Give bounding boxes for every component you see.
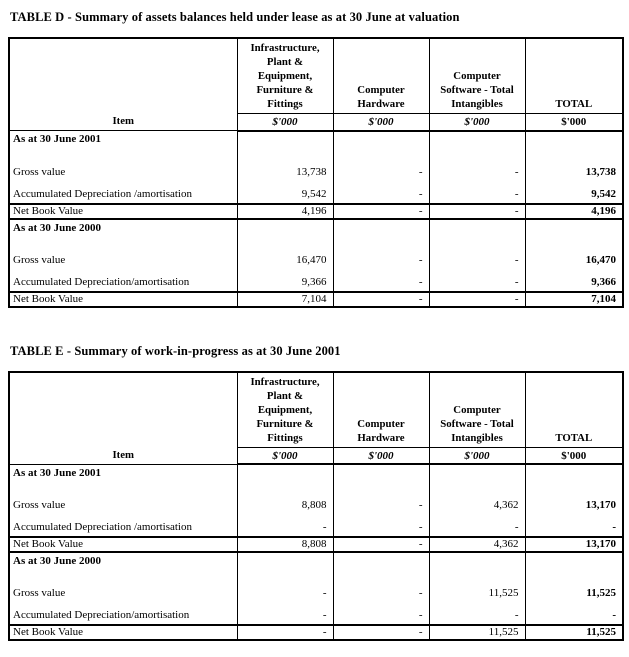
value-cell: 7,104: [237, 292, 333, 307]
unit-cell: $'000: [429, 114, 525, 131]
empty-cell: [333, 464, 429, 482]
section-heading: As at 30 June 2001: [9, 131, 237, 149]
value-cell: -: [333, 237, 429, 269]
table-row: [9, 625, 623, 640]
table-d-header-row: [9, 38, 623, 114]
row-label: Accumulated Depreciation /amortisation: [9, 514, 237, 537]
value-cell: -: [429, 269, 525, 292]
column-header-computer-software: Computer Software - Total Intangibles: [429, 372, 525, 448]
value-cell: 9,366: [237, 269, 333, 292]
table-row: [9, 237, 623, 269]
value-cell: -: [333, 292, 429, 307]
column-header-item: Item: [9, 38, 237, 131]
empty-cell: [333, 131, 429, 149]
value-cell: 11,525: [525, 570, 623, 602]
value-cell: 16,470: [237, 237, 333, 269]
value-cell: -: [333, 149, 429, 181]
value-cell: -: [429, 149, 525, 181]
value-cell: -: [333, 269, 429, 292]
empty-cell: [429, 464, 525, 482]
table-row: [9, 149, 623, 181]
value-cell: -: [237, 625, 333, 640]
value-cell: -: [333, 625, 429, 640]
value-cell: 8,808: [237, 537, 333, 552]
table-row: [9, 269, 623, 292]
value-cell: -: [429, 514, 525, 537]
value-cell: 8,808: [237, 482, 333, 514]
column-header-item: Item: [9, 372, 237, 465]
table-e-title: TABLE E - Summary of work-in-progress as at 30 June 2001: [10, 343, 341, 358]
value-cell: -: [333, 181, 429, 204]
row-label: Net Book Value: [9, 625, 237, 640]
row-label: Net Book Value: [9, 537, 237, 552]
value-cell: 4,196: [237, 204, 333, 219]
value-cell: 4,362: [429, 537, 525, 552]
value-cell: 11,525: [429, 625, 525, 640]
row-label: Gross value: [9, 237, 237, 269]
row-label: Accumulated Depreciation /amortisation: [9, 181, 237, 204]
value-cell: -: [333, 537, 429, 552]
row-label: Net Book Value: [9, 204, 237, 219]
table-row: [9, 131, 623, 149]
table-row: [9, 570, 623, 602]
value-cell: 7,104: [525, 292, 623, 307]
table-d: [8, 37, 624, 308]
table-d-title: TABLE D - Summary of assets balances held under lease as at 30 June at valuation: [10, 10, 460, 24]
column-header-computer-hardware: Computer Hardware: [333, 38, 429, 114]
row-label: Gross value: [9, 570, 237, 602]
unit-cell: $'000: [525, 114, 623, 131]
value-cell: -: [237, 602, 333, 625]
value-cell: 13,170: [525, 482, 623, 514]
empty-cell: [237, 552, 333, 570]
empty-cell: [333, 219, 429, 237]
value-cell: -: [237, 514, 333, 537]
column-header-infrastructure: Infrastructure, Plant & Equipment, Furniture & Fittings: [237, 38, 333, 114]
empty-cell: [525, 131, 623, 149]
unit-cell: $'000: [525, 447, 623, 464]
column-header-computer-software: Computer Software - Total Intangibles: [429, 38, 525, 114]
table-row: [9, 537, 623, 552]
empty-cell: [237, 219, 333, 237]
row-label: Accumulated Depreciation/amortisation: [9, 602, 237, 625]
unit-cell: $'000: [429, 447, 525, 464]
value-cell: 13,738: [237, 149, 333, 181]
value-cell: 11,525: [525, 625, 623, 640]
table-e: [8, 371, 624, 642]
table-row: [9, 464, 623, 482]
table-row: [9, 552, 623, 570]
empty-cell: [429, 131, 525, 149]
empty-cell: [525, 552, 623, 570]
value-cell: -: [333, 204, 429, 219]
row-label: Gross value: [9, 482, 237, 514]
table-row: [9, 514, 623, 537]
value-cell: -: [237, 570, 333, 602]
empty-cell: [429, 552, 525, 570]
empty-cell: [237, 464, 333, 482]
column-header-infrastructure: Infrastructure, Plant & Equipment, Furniture & Fittings: [237, 372, 333, 448]
value-cell: -: [429, 602, 525, 625]
row-label: Accumulated Depreciation/amortisation: [9, 269, 237, 292]
section-heading: As at 30 June 2000: [9, 219, 237, 237]
section-heading: As at 30 June 2001: [9, 464, 237, 482]
table-row: [9, 482, 623, 514]
empty-cell: [525, 219, 623, 237]
empty-cell: [237, 131, 333, 149]
value-cell: -: [525, 514, 623, 537]
table-row: [9, 204, 623, 219]
section-heading: As at 30 June 2000: [9, 552, 237, 570]
empty-cell: [525, 464, 623, 482]
table-row: [9, 181, 623, 204]
value-cell: -: [429, 237, 525, 269]
column-header-total: TOTAL: [525, 372, 623, 448]
value-cell: -: [333, 570, 429, 602]
table-row: [9, 219, 623, 237]
value-cell: -: [525, 602, 623, 625]
value-cell: 11,525: [429, 570, 525, 602]
empty-cell: [429, 219, 525, 237]
table-e-block: [8, 344, 622, 642]
value-cell: 9,366: [525, 269, 623, 292]
empty-cell: [333, 552, 429, 570]
table-e-header-row: [9, 372, 623, 448]
value-cell: 9,542: [525, 181, 623, 204]
table-row: [9, 292, 623, 307]
unit-cell: $'000: [237, 114, 333, 131]
unit-cell: $'000: [333, 114, 429, 131]
value-cell: -: [429, 292, 525, 307]
value-cell: -: [333, 482, 429, 514]
unit-cell: $'000: [333, 447, 429, 464]
value-cell: 13,170: [525, 537, 623, 552]
value-cell: -: [429, 204, 525, 219]
value-cell: -: [333, 602, 429, 625]
value-cell: 16,470: [525, 237, 623, 269]
value-cell: 13,738: [525, 149, 623, 181]
column-header-computer-hardware: Computer Hardware: [333, 372, 429, 448]
value-cell: 4,196: [525, 204, 623, 219]
value-cell: -: [333, 514, 429, 537]
row-label: Gross value: [9, 149, 237, 181]
row-label: Net Book Value: [9, 292, 237, 307]
column-header-total: TOTAL: [525, 38, 623, 114]
value-cell: 9,542: [237, 181, 333, 204]
value-cell: -: [429, 181, 525, 204]
table-d-block: [8, 10, 622, 308]
table-row: [9, 602, 623, 625]
value-cell: 4,362: [429, 482, 525, 514]
unit-cell: $'000: [237, 447, 333, 464]
